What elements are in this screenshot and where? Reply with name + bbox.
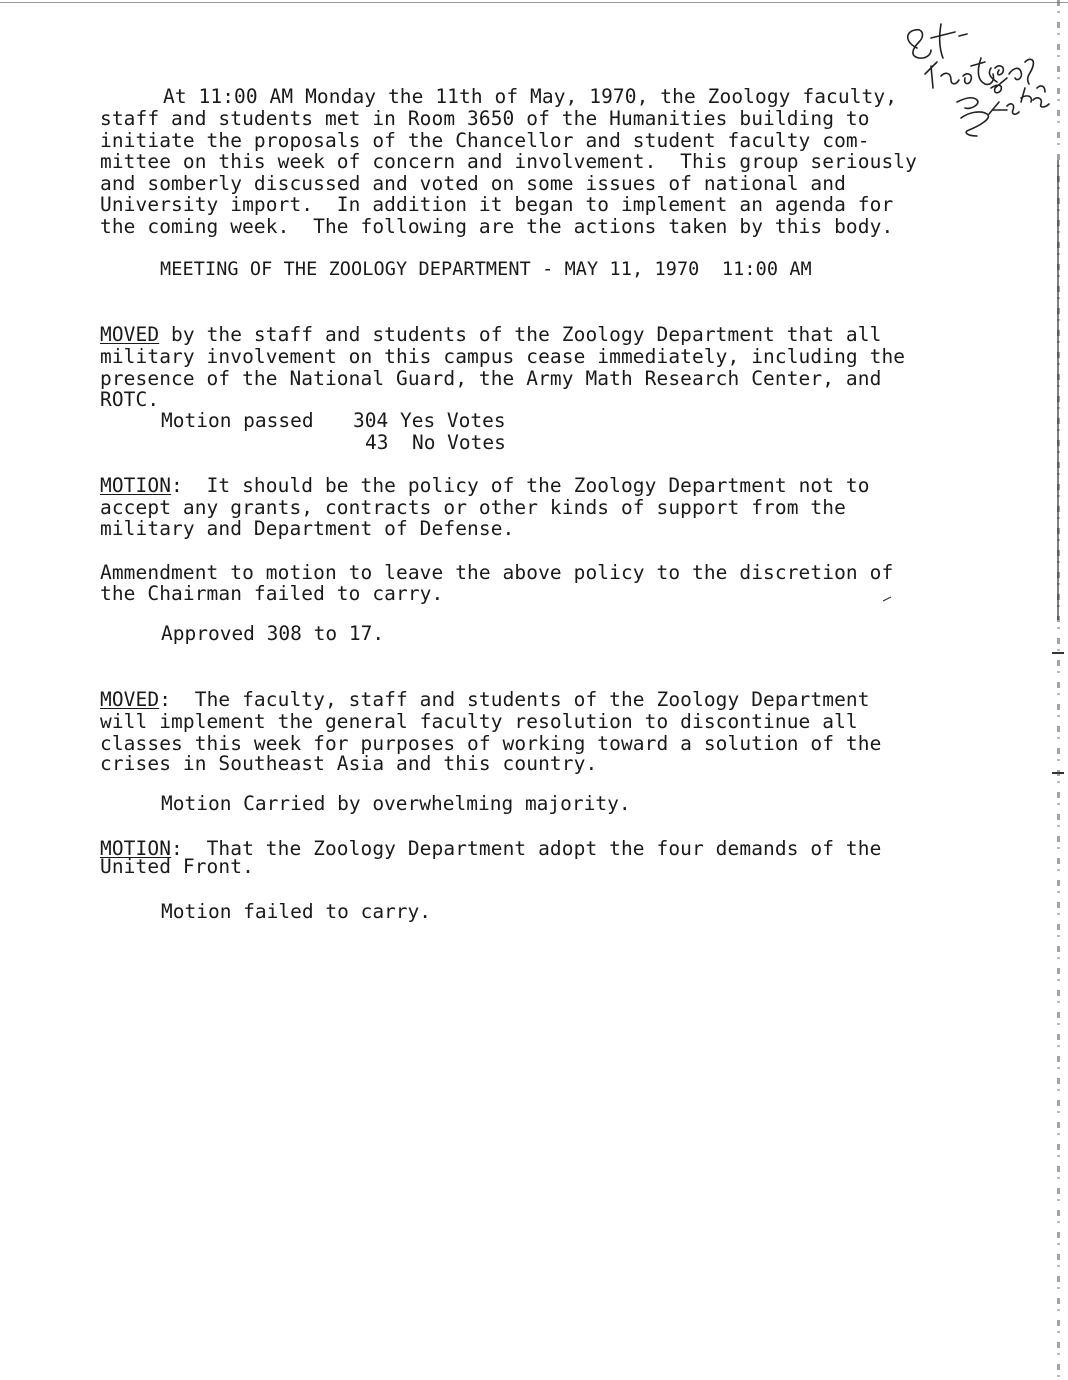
intro-line: At 11:00 AM Monday the 11th of May, 1970, the Zoology faculty,	[163, 85, 898, 108]
meeting-heading: MEETING OF THE ZOOLOGY DEPARTMENT - MAY 11, 1970 11:00 AM	[160, 259, 812, 280]
edge-mark	[1052, 772, 1064, 774]
motion-result: Approved 308 to 17.	[161, 622, 385, 645]
motion-result: Motion failed to carry.	[161, 900, 432, 923]
motion-text: by the staff and students of the Zoology Department that all	[159, 323, 882, 346]
motion-line: classes this week for purposes of working toward a solution of the	[100, 732, 882, 755]
intro-line: the coming week. The following are the actions taken by this body.	[100, 215, 894, 238]
motion-result: Motion Carried by overwhelming majority.	[161, 792, 631, 815]
motion-label: MOTION	[100, 837, 172, 860]
intro-line: staff and students met in Room 3650 of the Humanities building to	[100, 107, 870, 130]
motion-line	[100, 689, 980, 711]
motion-label: MOVED	[100, 323, 160, 346]
motion-line: accept any grants, contracts or other kinds of support from the	[100, 496, 846, 519]
edge-mark	[1052, 652, 1064, 654]
motion-text: : The faculty, staff and students of the Zoology Department	[159, 688, 870, 711]
page-right-edge-shadow	[1057, 160, 1059, 620]
motion-line	[100, 324, 980, 346]
intro-line: initiate the proposals of the Chancellor and student faculty com-	[100, 129, 870, 152]
motion-text: : It should be the policy of the Zoology Department not to	[171, 474, 870, 497]
amendment-line: the Chairman failed to carry.	[100, 582, 444, 605]
motion-line: will implement the general faculty resolution to discontinue all	[100, 710, 858, 733]
motion-line: presence of the National Guard, the Army Math Research Center, and	[100, 367, 882, 390]
intro-line: and somberly discussed and voted on some issues of national and	[100, 172, 846, 195]
motion-text: : That the Zoology Department adopt the four demands of the	[171, 837, 882, 860]
motion-line: military and Department of Defense.	[100, 517, 515, 540]
motion-result-label: Motion passed	[161, 409, 314, 432]
page-top-edge	[0, 2, 1068, 3]
motion-line	[100, 475, 980, 497]
amendment-line: Ammendment to motion to leave the above policy to the discretion of	[100, 561, 894, 584]
motion-line: ROTC.	[100, 388, 160, 411]
motion-label: MOTION	[100, 474, 172, 497]
no-votes: 43 No Votes	[365, 431, 506, 454]
motion-line: crises in Southeast Asia and this country.	[100, 752, 598, 775]
intro-line: University import. In addition it began to implement an agenda for	[100, 193, 894, 216]
motion-label: MOVED	[100, 688, 160, 711]
motion-line: military involvement on this campus cease immediately, including the	[100, 345, 906, 368]
pen-mark	[882, 596, 892, 602]
motion-line: United Front.	[100, 855, 254, 878]
intro-line: mittee on this week of concern and involvement. This group seriously	[100, 150, 917, 173]
yes-votes: 304 Yes Votes	[353, 409, 506, 432]
